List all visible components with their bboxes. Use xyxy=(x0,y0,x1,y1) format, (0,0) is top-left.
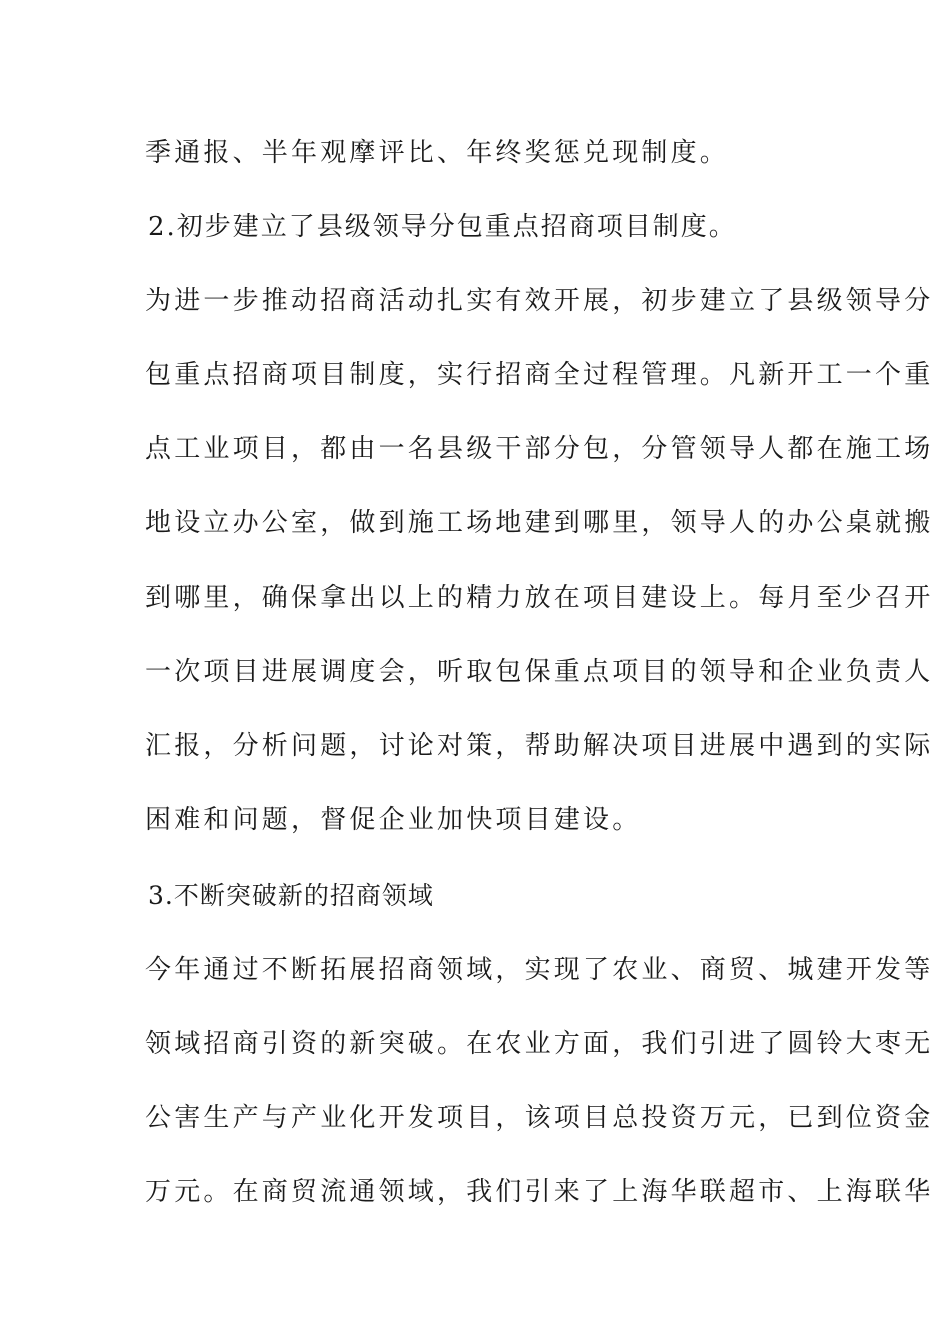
paragraph-line: 公害生产与产业化开发项目，该项目总投资万元，已到位资金 xyxy=(145,1103,934,1133)
paragraph-line: 领域招商引资的新突破。在农业方面，我们引进了圆铃大枣无 xyxy=(145,1029,934,1059)
paragraph-line: 包重点招商项目制度，实行招商全过程管理。凡新开工一个重 xyxy=(145,360,934,390)
paragraph-line: 汇报，分析问题，讨论对策，帮助解决项目进展中遇到的实际 xyxy=(145,731,934,761)
section-heading: 2.初步建立了县级领导分包重点招商项目制度。 xyxy=(148,212,737,242)
section-heading: 3.不断突破新的招商领域 xyxy=(148,881,434,910)
paragraph-line: 一次项目进展调度会，听取包保重点项目的领导和企业负责人 xyxy=(145,657,934,687)
paragraph-line: 万元。在商贸流通领域，我们引来了上海华联超市、上海联华 xyxy=(145,1177,934,1207)
paragraph-line: 季通报、半年观摩评比、年终奖惩兑现制度。 xyxy=(145,138,730,168)
paragraph-line: 为进一步推动招商活动扎实有效开展，初步建立了县级领导分 xyxy=(145,286,934,316)
paragraph-line: 今年通过不断拓展招商领域，实现了农业、商贸、城建开发等 xyxy=(145,955,934,985)
paragraph-line: 地设立办公室，做到施工场地建到哪里，领导人的办公桌就搬 xyxy=(145,508,934,538)
paragraph-line: 困难和问题，督促企业加快项目建设。 xyxy=(145,805,642,835)
paragraph-line: 到哪里，确保拿出以上的精力放在项目建设上。每月至少召开 xyxy=(145,583,934,613)
paragraph-line: 点工业项目，都由一名县级干部分包，分管领导人都在施工场 xyxy=(145,434,934,464)
